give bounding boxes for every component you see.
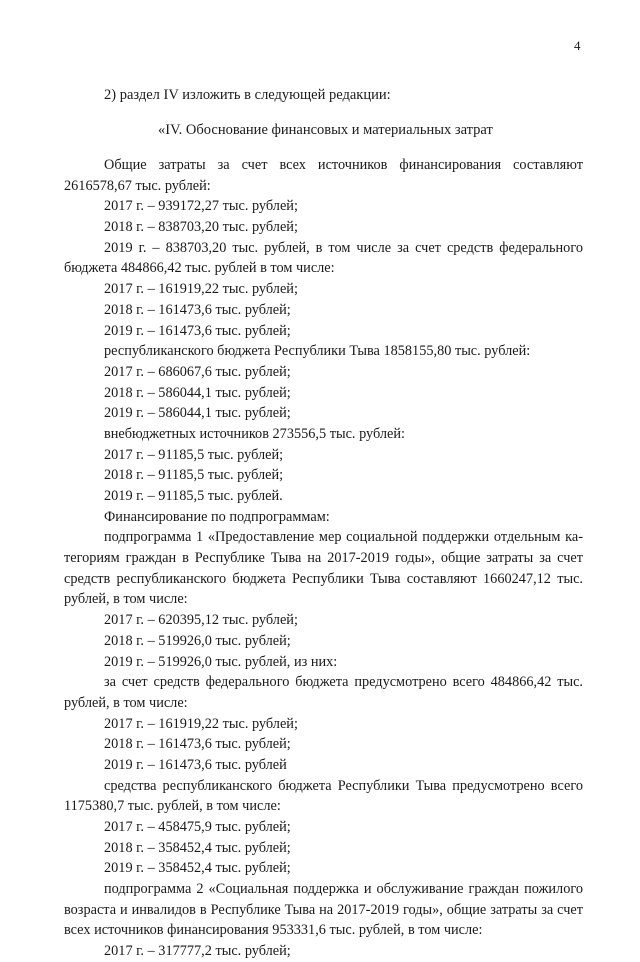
text-line: 2018 г. – 91185,5 тыс. рублей; <box>104 467 284 484</box>
text-line: бюджета 484866,42 тыс. рублей в том числе: <box>64 260 335 277</box>
text-line: 2018 г. – 161473,6 тыс. рублей; <box>104 301 291 318</box>
text-line: 2019 г. – 586044,1 тыс. рублей; <box>104 405 291 422</box>
text-line: подпрограмма 2 «Социальная поддержка и обслуживание граждан пожилого <box>104 881 583 898</box>
text-line: всех источников финансирования 953331,6 тыс. рублей, в том числе: <box>64 922 483 939</box>
text-line: рублей, в том числе: <box>64 591 188 608</box>
text-line: 2017 г. – 458475,9 тыс. рублей; <box>104 819 291 835</box>
text-line: внебюджетных источников 273556,5 тыс. рублей: <box>104 425 406 442</box>
text-line: средства республиканского бюджета Республики Тыва предусмотрено всего <box>104 777 583 794</box>
text-line: 2019 г. – 358452,4 тыс. рублей; <box>104 860 291 877</box>
text-line: 1175380,7 тыс. рублей, в том числе: <box>64 798 281 815</box>
text-line: 2017 г. – 91185,5 тыс. рублей; <box>104 446 284 463</box>
text-line: подпрограмма 1 «Предоставление мер социальной поддержки отдельным ка- <box>104 529 583 546</box>
text-line: 2019 г. – 519926,0 тыс. рублей, из них: <box>104 653 338 670</box>
text-line: 2018 г. – 161473,6 тыс. рублей; <box>104 736 291 753</box>
page-number: 4 <box>574 38 581 53</box>
amendment-heading: 2) раздел IV изложить в следующей редакции: <box>104 87 391 103</box>
text-line: 2018 г. – 358452,4 тыс. рублей; <box>104 839 291 856</box>
text-line: за счет средств федерального бюджета предусмотрено всего 484866,42 тыс. <box>104 674 583 691</box>
text-line: 2616578,67 тыс. рублей: <box>64 177 211 194</box>
text-line: Общие затраты за счет всех источников финансирования составляют <box>104 157 583 173</box>
text-line: 2019 г. – 161473,6 тыс. рублей; <box>104 322 291 339</box>
text-line: Финансирование по подпрограммам: <box>104 508 330 525</box>
text-line: 2017 г. – 161919,22 тыс. рублей; <box>104 715 298 732</box>
text-line: тегориям граждан в Республике Тыва на 2017-2019 годы», общие затраты за счет <box>64 550 583 567</box>
text-line: возраста и инвалидов в Республике Тыва на 2017-2019 годы», общие затраты за счет <box>64 901 583 918</box>
text-line: 2019 г. – 161473,6 тыс. рублей <box>104 756 287 773</box>
text-line: 2017 г. – 317777,2 тыс. рублей; <box>104 943 291 960</box>
section-title: «IV. Обоснование финансовых и материальных затрат <box>158 122 493 138</box>
text-line: республиканского бюджета Республики Тыва 1858155,80 тыс. рублей: <box>104 343 531 360</box>
text-line: 2018 г. – 586044,1 тыс. рублей; <box>104 384 291 401</box>
text-line: рублей, в том числе: <box>64 694 188 711</box>
text-line: средств республиканского бюджета Республики Тыва составляют 1660247,12 тыс. <box>64 570 583 587</box>
text-line: 2017 г. – 620395,12 тыс. рублей; <box>104 612 298 629</box>
text-line: 2018 г. – 519926,0 тыс. рублей; <box>104 632 291 649</box>
text-line: 2017 г. – 686067,6 тыс. рублей; <box>104 363 291 380</box>
text-line: 2019 г. – 91185,5 тыс. рублей. <box>104 488 283 504</box>
text-line: 2018 г. – 838703,20 тыс. рублей; <box>104 219 298 236</box>
document-body <box>64 155 583 962</box>
text-line: 2017 г. – 161919,22 тыс. рублей; <box>104 281 298 298</box>
text-line: 2019 г. – 838703,20 тыс. рублей, в том числе за счет средств федерального <box>104 239 583 256</box>
text-line: 2017 г. – 939172,27 тыс. рублей; <box>104 198 298 215</box>
